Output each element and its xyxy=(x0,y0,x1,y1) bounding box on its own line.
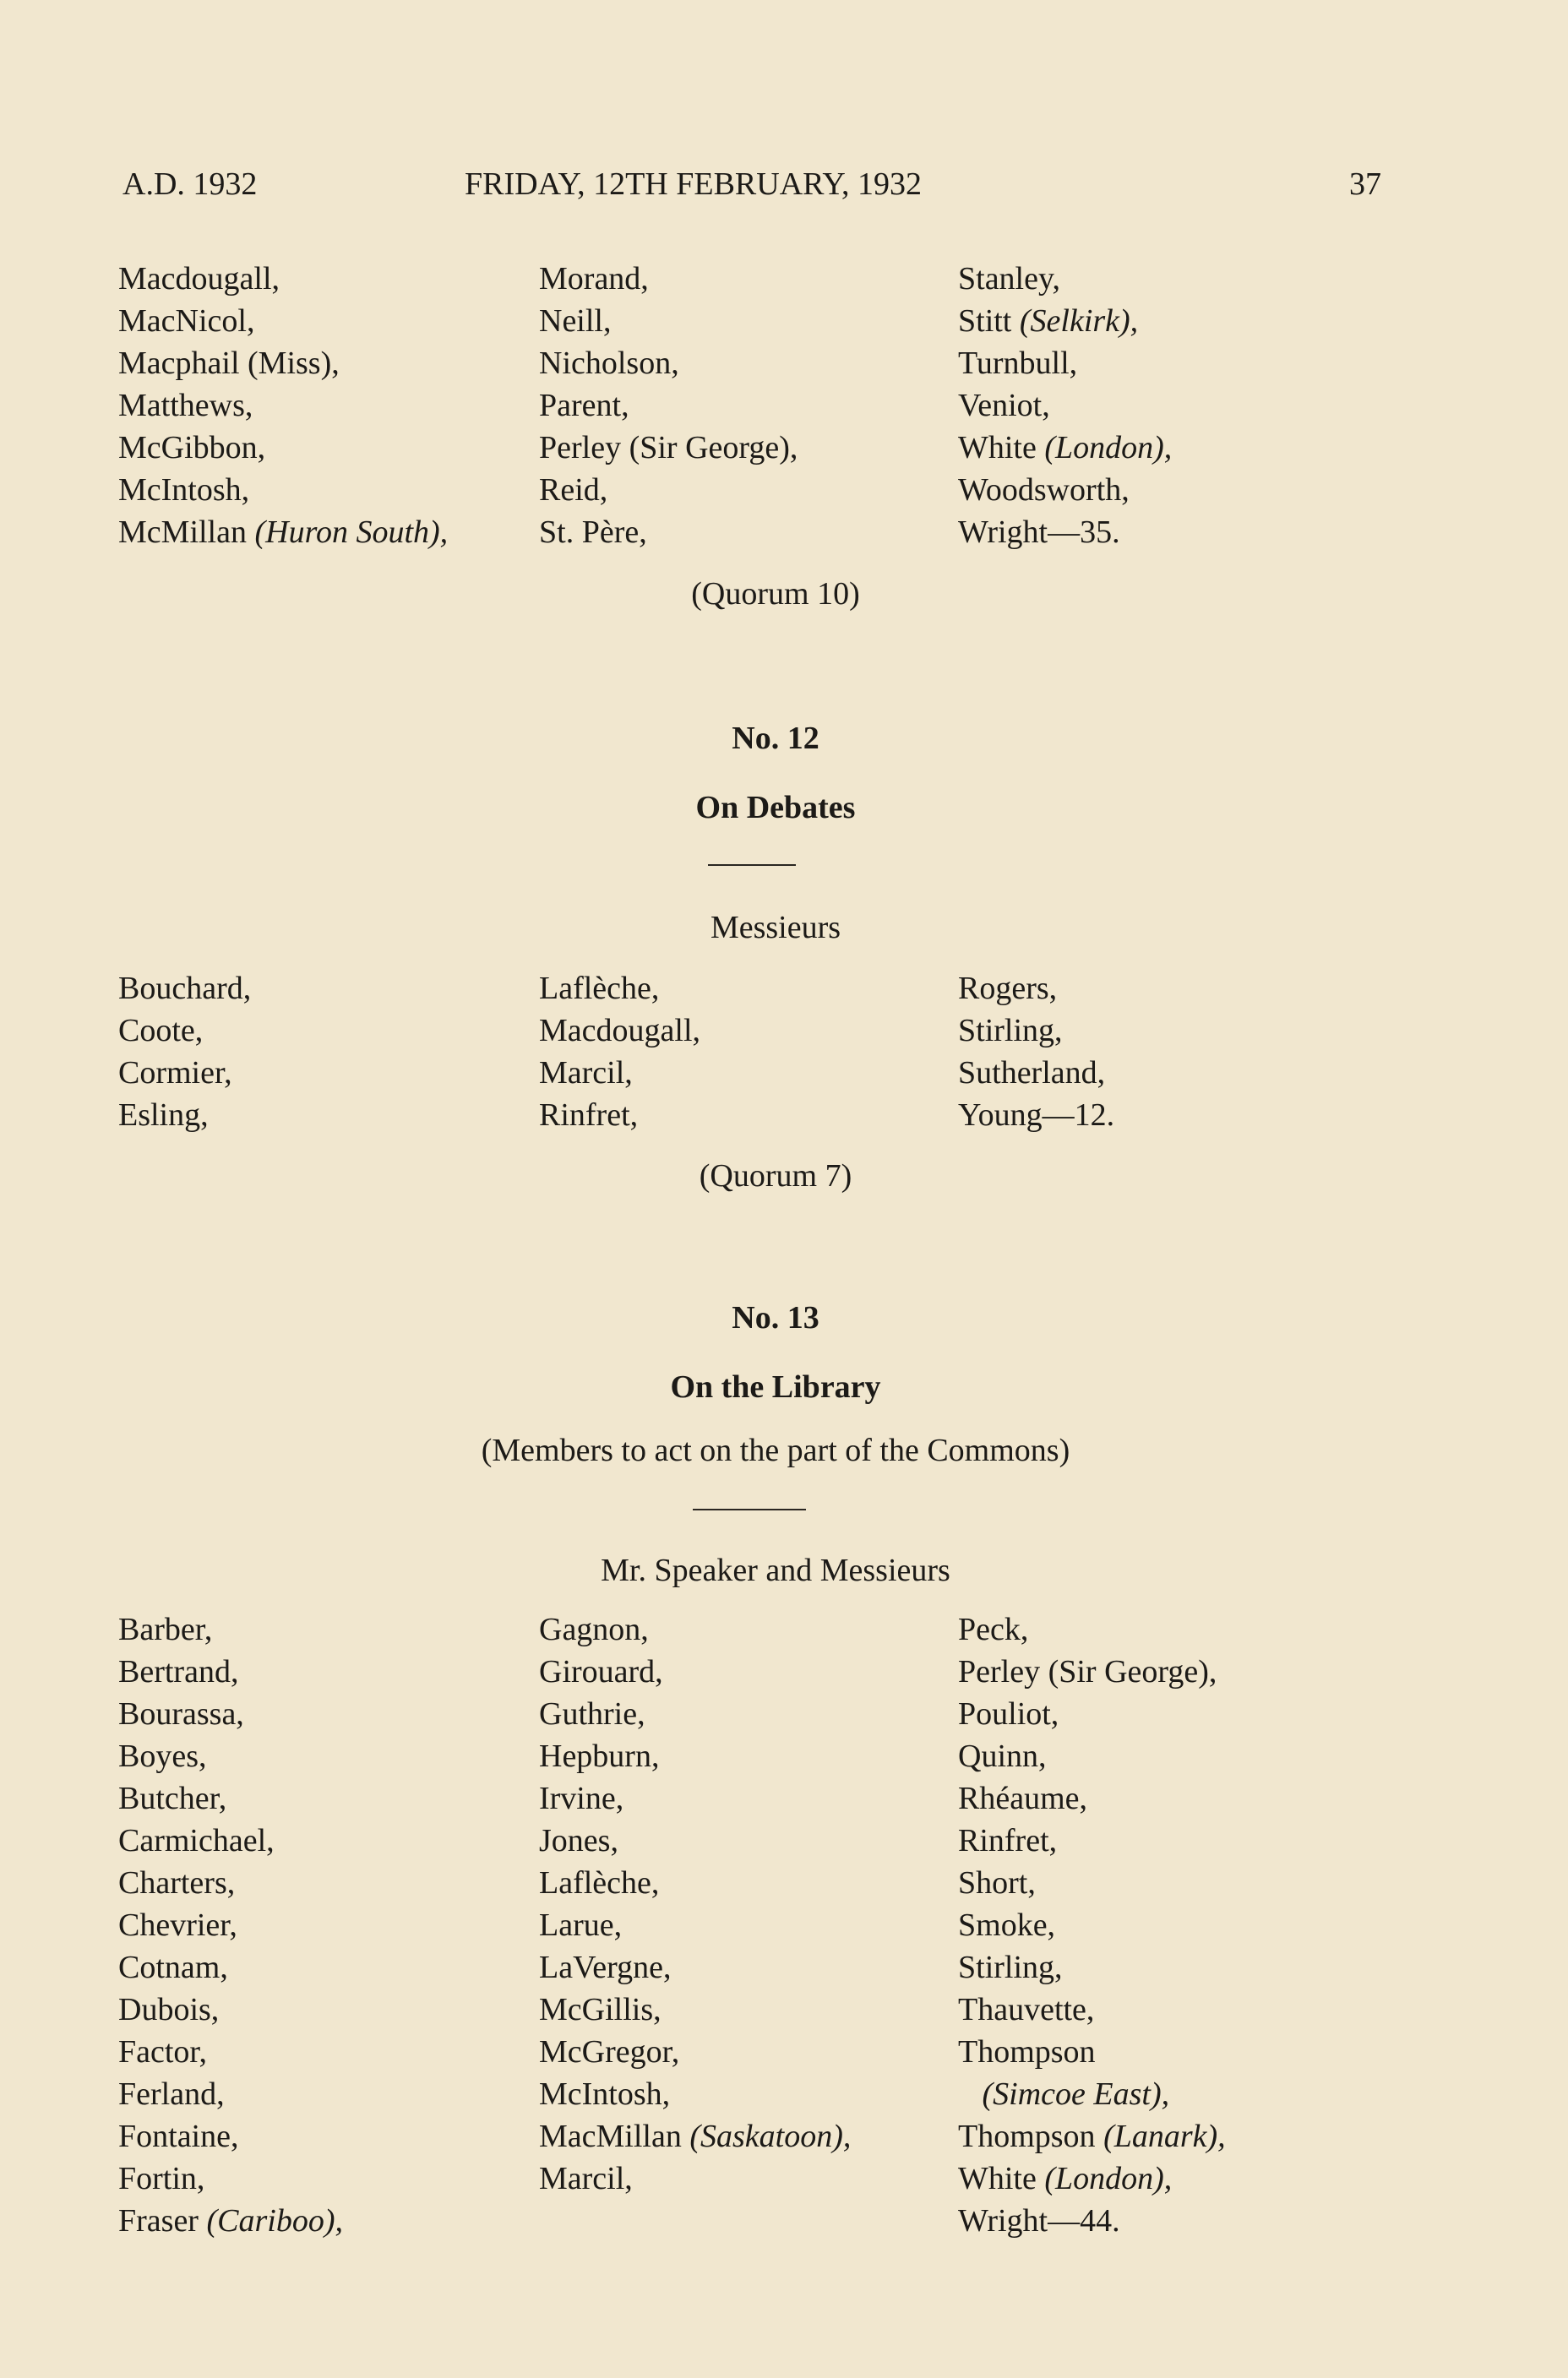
member-surname: Stanley, xyxy=(958,261,1061,297)
member-name xyxy=(539,967,700,1009)
member-name xyxy=(118,1904,343,1946)
constituency-note: (Simcoe East), xyxy=(982,2076,1170,2112)
member-surname: McIntosh, xyxy=(118,472,250,508)
member-name xyxy=(958,1608,1226,1651)
member-name xyxy=(118,967,251,1009)
member-name xyxy=(958,1946,1226,1989)
member-surname: Rinfret, xyxy=(539,1097,639,1133)
member-name xyxy=(118,2073,343,2115)
member-surname: McGibbon, xyxy=(118,430,266,465)
member-column xyxy=(539,967,700,1136)
committee-12-title: On Debates xyxy=(695,790,856,825)
member-surname: Boyes, xyxy=(118,1739,207,1774)
member-name xyxy=(958,300,1172,342)
member-name xyxy=(118,1608,343,1651)
member-surname: MacNicol, xyxy=(118,303,255,339)
member-surname: Parent, xyxy=(539,388,629,423)
member-name xyxy=(118,2031,343,2073)
member-surname: Stitt xyxy=(958,303,1020,339)
member-name xyxy=(118,1820,343,1862)
member-name xyxy=(118,1052,251,1094)
member-column xyxy=(958,967,1114,1136)
member-name xyxy=(958,427,1172,469)
member-surname: Turnbull, xyxy=(958,346,1078,381)
member-surname: McMillan xyxy=(118,514,255,550)
member-surname: LaVergne, xyxy=(539,1950,672,1985)
member-name xyxy=(118,1862,343,1904)
member-name xyxy=(539,1735,851,1777)
member-name xyxy=(118,342,448,384)
member-surname: Gagnon, xyxy=(539,1612,649,1647)
member-name xyxy=(539,1904,851,1946)
committee-13-number: No. 13 xyxy=(732,1300,819,1336)
member-surname: Barber, xyxy=(118,1612,213,1647)
member-surname: Carmichael, xyxy=(118,1823,275,1858)
member-name xyxy=(539,1693,851,1735)
committee-12-intro: Messieurs xyxy=(710,910,841,945)
member-name xyxy=(118,427,448,469)
page-header xyxy=(122,166,1381,208)
member-surname: McGillis, xyxy=(539,1992,662,2027)
member-name xyxy=(118,1651,343,1693)
member-name xyxy=(539,1989,851,2031)
member-surname: Rhéaume, xyxy=(958,1781,1088,1816)
member-surname: Stirling, xyxy=(958,1013,1063,1048)
page-number: 37 xyxy=(1349,166,1381,202)
member-surname: White xyxy=(958,430,1045,465)
member-surname: Charters, xyxy=(118,1865,236,1901)
member-surname: Guthrie, xyxy=(539,1696,645,1732)
member-surname: Woodsworth, xyxy=(958,472,1130,508)
member-column xyxy=(539,1608,851,2200)
constituency-note: (Lanark), xyxy=(1103,2119,1226,2154)
member-name xyxy=(539,1009,700,1052)
member-name xyxy=(118,1946,343,1989)
member-surname: Marcil, xyxy=(539,2161,633,2196)
committee-13-subtitle: (Members to act on the part of the Commons) xyxy=(481,1433,1070,1468)
member-name xyxy=(118,1989,343,2031)
member-surname: Ferland, xyxy=(118,2076,225,2112)
member-surname: Reid, xyxy=(539,472,608,508)
member-name xyxy=(958,1862,1226,1904)
member-name xyxy=(118,511,448,553)
constituency-note: (London), xyxy=(1044,430,1173,465)
member-name xyxy=(958,469,1172,511)
member-name xyxy=(958,1094,1114,1136)
constituency-note: (Huron South), xyxy=(254,514,449,550)
member-column xyxy=(118,1608,343,2242)
member-name xyxy=(958,1904,1226,1946)
member-name xyxy=(958,1651,1226,1693)
member-name xyxy=(958,1009,1114,1052)
member-surname: Thauvette, xyxy=(958,1992,1095,2027)
member-name xyxy=(118,1693,343,1735)
member-name xyxy=(958,2115,1226,2158)
member-surname: White xyxy=(958,2161,1045,2196)
member-surname: Morand, xyxy=(539,261,649,297)
member-name xyxy=(539,1946,851,1989)
member-surname: St. Père, xyxy=(539,514,647,550)
member-name xyxy=(958,1052,1114,1094)
member-column xyxy=(958,1608,1226,2242)
member-surname: Matthews, xyxy=(118,388,253,423)
member-surname: Neill, xyxy=(539,303,612,339)
member-surname: Larue, xyxy=(539,1907,623,1943)
member-surname: McIntosh, xyxy=(539,2076,671,2112)
committee-13-title: On the Library xyxy=(670,1369,881,1405)
member-surname: Peck, xyxy=(958,1612,1029,1647)
header-date: FRIDAY, 12TH FEBRUARY, 1932 xyxy=(465,166,922,202)
member-surname: Young—12. xyxy=(958,1097,1115,1133)
member-name xyxy=(958,2031,1226,2073)
member-surname: Smoke, xyxy=(958,1907,1056,1943)
member-name xyxy=(958,384,1172,427)
member-surname: Rogers, xyxy=(958,971,1058,1006)
member-name xyxy=(539,300,798,342)
member-name xyxy=(958,1989,1226,2031)
member-name xyxy=(958,1693,1226,1735)
member-surname: Cormier, xyxy=(118,1055,232,1091)
member-name xyxy=(539,2115,851,2158)
quorum-12: (Quorum 7) xyxy=(699,1158,852,1194)
member-name xyxy=(118,1094,251,1136)
member-name xyxy=(539,342,798,384)
member-name xyxy=(539,1862,851,1904)
member-name xyxy=(118,2200,343,2242)
member-surname: Chevrier, xyxy=(118,1907,237,1943)
constituency-note: (London), xyxy=(1044,2161,1173,2196)
member-column xyxy=(118,967,251,1136)
section-divider xyxy=(693,1509,806,1510)
member-surname: Bertrand, xyxy=(118,1654,239,1690)
member-name xyxy=(539,1094,700,1136)
constituency-note: (Selkirk), xyxy=(1019,303,1139,339)
member-name xyxy=(539,469,798,511)
member-surname: Jones, xyxy=(539,1823,618,1858)
member-surname: Nicholson, xyxy=(539,346,679,381)
member-surname: Perley (Sir George), xyxy=(539,430,798,465)
member-name xyxy=(958,967,1114,1009)
member-name xyxy=(118,1009,251,1052)
member-name xyxy=(539,384,798,427)
member-surname: Irvine, xyxy=(539,1781,624,1816)
member-name xyxy=(539,1820,851,1862)
member-name xyxy=(539,1777,851,1820)
member-surname: Perley (Sir George), xyxy=(958,1654,1217,1690)
member-surname: Wright—44. xyxy=(958,2203,1120,2239)
member-surname: Thompson xyxy=(958,2119,1104,2154)
committee-12-number: No. 12 xyxy=(732,721,819,756)
member-surname: Bourassa, xyxy=(118,1696,244,1732)
member-name xyxy=(958,511,1172,553)
quorum-top: (Quorum 10) xyxy=(691,576,860,612)
member-surname: Quinn, xyxy=(958,1739,1047,1774)
member-name xyxy=(118,258,448,300)
member-surname: Factor, xyxy=(118,2034,208,2070)
member-name xyxy=(539,511,798,553)
member-surname: Sutherland, xyxy=(958,1055,1106,1091)
member-surname: Macdougall, xyxy=(118,261,280,297)
member-name xyxy=(958,1735,1226,1777)
member-surname: Wright—35. xyxy=(958,514,1120,550)
member-name xyxy=(118,384,448,427)
member-column xyxy=(118,258,448,553)
member-surname: Stirling, xyxy=(958,1950,1063,1985)
constituency-note: (Cariboo), xyxy=(206,2203,343,2239)
member-name xyxy=(958,1777,1226,1820)
member-surname: Butcher, xyxy=(118,1781,227,1816)
member-surname: Girouard, xyxy=(539,1654,663,1690)
member-surname: Veniot, xyxy=(958,388,1050,423)
member-name xyxy=(539,1052,700,1094)
constituency-note: (Saskatoon), xyxy=(689,2119,852,2154)
committee-13-intro: Mr. Speaker and Messieurs xyxy=(601,1553,950,1588)
member-name xyxy=(958,2073,1226,2115)
member-surname: Rinfret, xyxy=(958,1823,1058,1858)
member-surname: Macphail (Miss), xyxy=(118,346,340,381)
member-surname: Esling, xyxy=(118,1097,209,1133)
section-divider xyxy=(708,864,796,866)
member-name xyxy=(539,2158,851,2200)
member-name xyxy=(958,342,1172,384)
member-surname: Cotnam, xyxy=(118,1950,228,1985)
member-name xyxy=(118,2158,343,2200)
member-surname: Short, xyxy=(958,1865,1036,1901)
member-surname: Laflèche, xyxy=(539,1865,660,1901)
member-surname: Macdougall, xyxy=(539,1013,701,1048)
member-name xyxy=(958,2200,1226,2242)
header-year: A.D. 1932 xyxy=(122,166,258,202)
member-surname: Fraser xyxy=(118,2203,207,2239)
member-column xyxy=(958,258,1172,553)
member-name xyxy=(958,2158,1226,2200)
member-surname: MacMillan xyxy=(539,2119,690,2154)
member-name xyxy=(958,1820,1226,1862)
member-name xyxy=(118,1735,343,1777)
member-surname: Fortin, xyxy=(118,2161,205,2196)
member-name xyxy=(118,1777,343,1820)
member-surname: Marcil, xyxy=(539,1055,633,1091)
member-surname: Bouchard, xyxy=(118,971,252,1006)
member-surname: Fontaine, xyxy=(118,2119,239,2154)
member-surname: Pouliot, xyxy=(958,1696,1059,1732)
member-name xyxy=(118,300,448,342)
member-name xyxy=(539,1651,851,1693)
member-surname xyxy=(958,2076,983,2112)
member-surname: Hepburn, xyxy=(539,1739,660,1774)
member-name xyxy=(539,2031,851,2073)
member-name xyxy=(539,2073,851,2115)
member-surname: McGregor, xyxy=(539,2034,680,2070)
member-name xyxy=(539,258,798,300)
member-surname: Thompson xyxy=(958,2034,1096,2070)
member-surname: Laflèche, xyxy=(539,971,660,1006)
member-name xyxy=(118,2115,343,2158)
member-name xyxy=(118,469,448,511)
member-surname: Dubois, xyxy=(118,1992,220,2027)
member-surname: Coote, xyxy=(118,1013,204,1048)
member-column xyxy=(539,258,798,553)
member-name xyxy=(539,1608,851,1651)
member-name xyxy=(539,427,798,469)
member-name xyxy=(958,258,1172,300)
